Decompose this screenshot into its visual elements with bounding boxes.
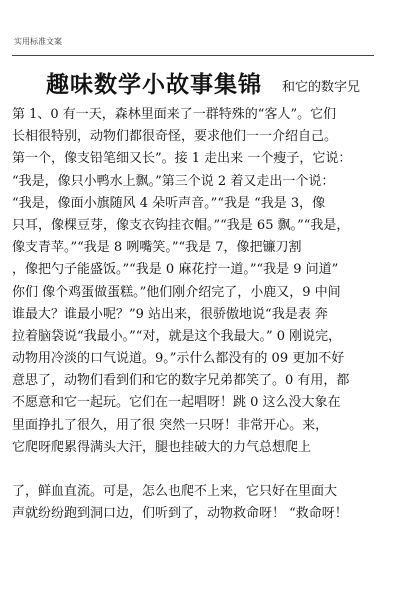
text-line: 谁最大？谁最小呢？”9 站出来，很骄傲地说“我是表 奔 [12, 306, 328, 322]
text-line: 意思了，动物们看到们和它的数字兄弟都笑了。0 有用，都 [12, 373, 350, 389]
text-line: 了，鲜血直流。可是，怎么也爬不上来，它只好在里面大 [12, 484, 338, 499]
text-line: 长相很特别，动物们都很奇怪，要求他们一一介绍自己。 [12, 129, 338, 145]
text-line: 第一个，像支铅笔细又长”。接 1 走出来 一个瘦子，它说： [12, 151, 352, 167]
page-subtitle: 和它的数字兄 [282, 80, 361, 95]
paragraph-gap [12, 459, 384, 481]
header-divider [12, 55, 374, 56]
text-line: 像支青苹。”“我是 8 咧嘴笑。”“我是 7，像把镰刀割 [12, 240, 302, 256]
title-row [12, 66, 400, 106]
header-label: 实用标准文案 [14, 37, 62, 46]
text-line: 它爬呀爬累得满头大汗，腿也挂破大的力气总想爬上 [12, 439, 312, 455]
text-line: ，像把勺子能盛饭。”“我是 0 麻花拧一道。”“我是 9 问道” [12, 262, 339, 278]
text-line: 动物用冷淡的口气说道。9。”示什么都没有的 09 更加不好 [12, 351, 345, 367]
page-title: 趣味数学小故事集锦 [46, 71, 262, 98]
text-line: “我是，像面小旗随风 4 朵听声音。”“我是 “我是 3，像 [12, 195, 326, 211]
text-line: 只耳，像棵豆芽，像支衣钩挂衣帽。”“我是 65 飘。”“我是， [12, 217, 350, 233]
text-line: 不愿意和它一起玩。它们在一起唱呀！跳 0 这么没大象在 [12, 395, 341, 411]
story-body [12, 104, 384, 525]
text-line: 声就纷纷跑到洞口边，们听到了，动物救命呀！ “救命呀！ [12, 506, 348, 522]
text-line: 里面挣扎了很久，用了很 突然一只呀！非常开心。来， [12, 417, 329, 433]
text-line: 拉着脑袋说“我最小。”“对，就是这个我最大。” 0 刚说完， [12, 328, 342, 344]
text-line: 你们 像个鸡蛋做蛋糕。”他们刚介绍完了，小鹿又，9 中间 [12, 284, 341, 300]
text-line: 第 1、0 有一天，森林里面来了一群特殊的“客人”。它们 [12, 107, 337, 122]
text-line: “我是，像只小鸭水上飘。”第三个说 2 着又走出一个说： [12, 173, 335, 189]
